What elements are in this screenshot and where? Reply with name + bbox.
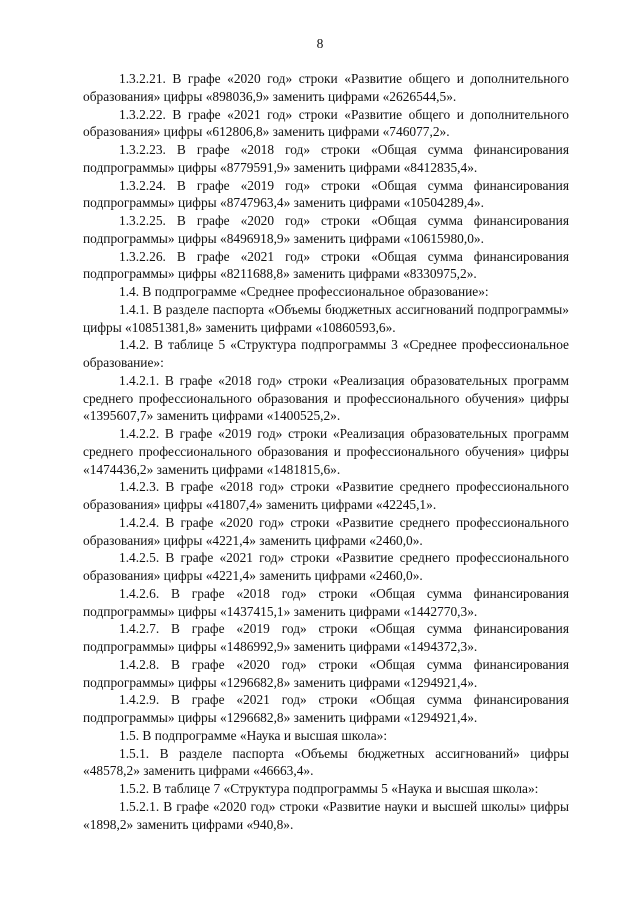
paragraph: 1.3.2.22. В графе «2021 год» строки «Развитие общего и дополнительного образования» цифры «612806,8» заменить цифрами «746077,2».: [83, 106, 569, 140]
paragraph: 1.4.2.8. В графе «2020 год» строки «Общая сумма финансирования подпрограммы» цифры «1296682,8» заменить цифрами «1294921,4».: [83, 656, 569, 690]
paragraph: 1.4.2. В таблице 5 «Структура подпрограммы 3 «Среднее профессиональное образование»:: [83, 337, 569, 370]
paragraph: 1.3.2.25. В графе «2020 год» строки «Общая сумма финансирования подпрограммы» цифры «8496918,9» заменить цифрами «10615980,0».: [83, 213, 569, 246]
paragraph: 1.4.2.6. В графе «2018 год» строки «Общая сумма финансирования подпрограммы» цифры «1437415,1» заменить цифрами «1442770,3».: [83, 585, 569, 619]
paragraph: 1.3.2.21. В графе «2020 год» строки «Развитие общего и дополнительного образования» цифры «898036,9» заменить цифрами «2626544,5».: [83, 71, 569, 104]
paragraph: 1.5.2. В таблице 7 «Структура подпрограммы 5 «Наука и высшая школа»:: [119, 781, 539, 796]
paragraph: 1.4.2.1. В графе «2018 год» строки «Реализация образовательных программ среднего профессионального образования и профессионального обучения» цифры «1395607,7» заменить цифрами «1400525,2».: [83, 372, 569, 424]
section-heading: 1.5. В подпрограмме «Наука и высшая школа»:: [119, 727, 388, 743]
section-heading: 1.4. В подпрограмме «Среднее профессиональное образование»:: [119, 284, 489, 299]
paragraph: 1.4.2.2. В графе «2019 год» строки «Реализация образовательных программ среднего профессионального образования и профессионального обучения» цифры «1474436,2» заменить цифрами «1481815,6».: [83, 426, 569, 477]
paragraph: 1.4.2.3. В графе «2018 год» строки «Развитие среднего профессионального образования» цифры «41807,4» заменить цифрами «42245,1».: [83, 479, 569, 512]
paragraph: 1.3.2.24. В графе «2019 год» строки «Общая сумма финансирования подпрограммы» цифры «8747963,4» заменить цифрами «10504289,4».: [83, 177, 569, 211]
paragraph: 1.5.1. В разделе паспорта «Объемы бюджетных ассигнований» цифры «48578,2» заменить цифрами «46663,4».: [83, 745, 569, 779]
paragraph: 1.4.2.7. В графе «2019 год» строки «Общая сумма финансирования подпрограммы» цифры «1486992,9» заменить цифрами «1494372,3».: [83, 621, 569, 654]
document-body: [83, 70, 569, 833]
paragraph: 1.4.2.4. В графе «2020 год» строки «Развитие среднего профессионального образования» цифры «4221,4» заменить цифрами «2460,0».: [83, 514, 569, 548]
page-number: 8: [316, 36, 324, 51]
paragraph: 1.4.1. В разделе паспорта «Объемы бюджетных ассигнований подпрограммы» цифры «10851381,8» заменить цифрами «10860593,6».: [83, 301, 569, 335]
paragraph: 1.3.2.26. В графе «2021 год» строки «Общая сумма финансирования подпрограммы» цифры «8211688,8» заменить цифрами «8330975,2».: [83, 248, 569, 282]
paragraph: 1.3.2.23. В графе «2018 год» строки «Общая сумма финансирования подпрограммы» цифры «8779591,9» заменить цифрами «8412835,4».: [83, 142, 569, 175]
paragraph: 1.5.2.1. В графе «2020 год» строки «Развитие науки и высшей школы» цифры «1898,2» заменить цифрами «940,8».: [83, 798, 569, 832]
paragraph: 1.4.2.5. В графе «2021 год» строки «Развитие среднего профессионального образования» цифры «4221,4» заменить цифрами «2460,0».: [83, 550, 569, 583]
paragraph: 1.4.2.9. В графе «2021 год» строки «Общая сумма финансирования подпрограммы» цифры «1296682,8» заменить цифрами «1294921,4».: [83, 692, 569, 725]
